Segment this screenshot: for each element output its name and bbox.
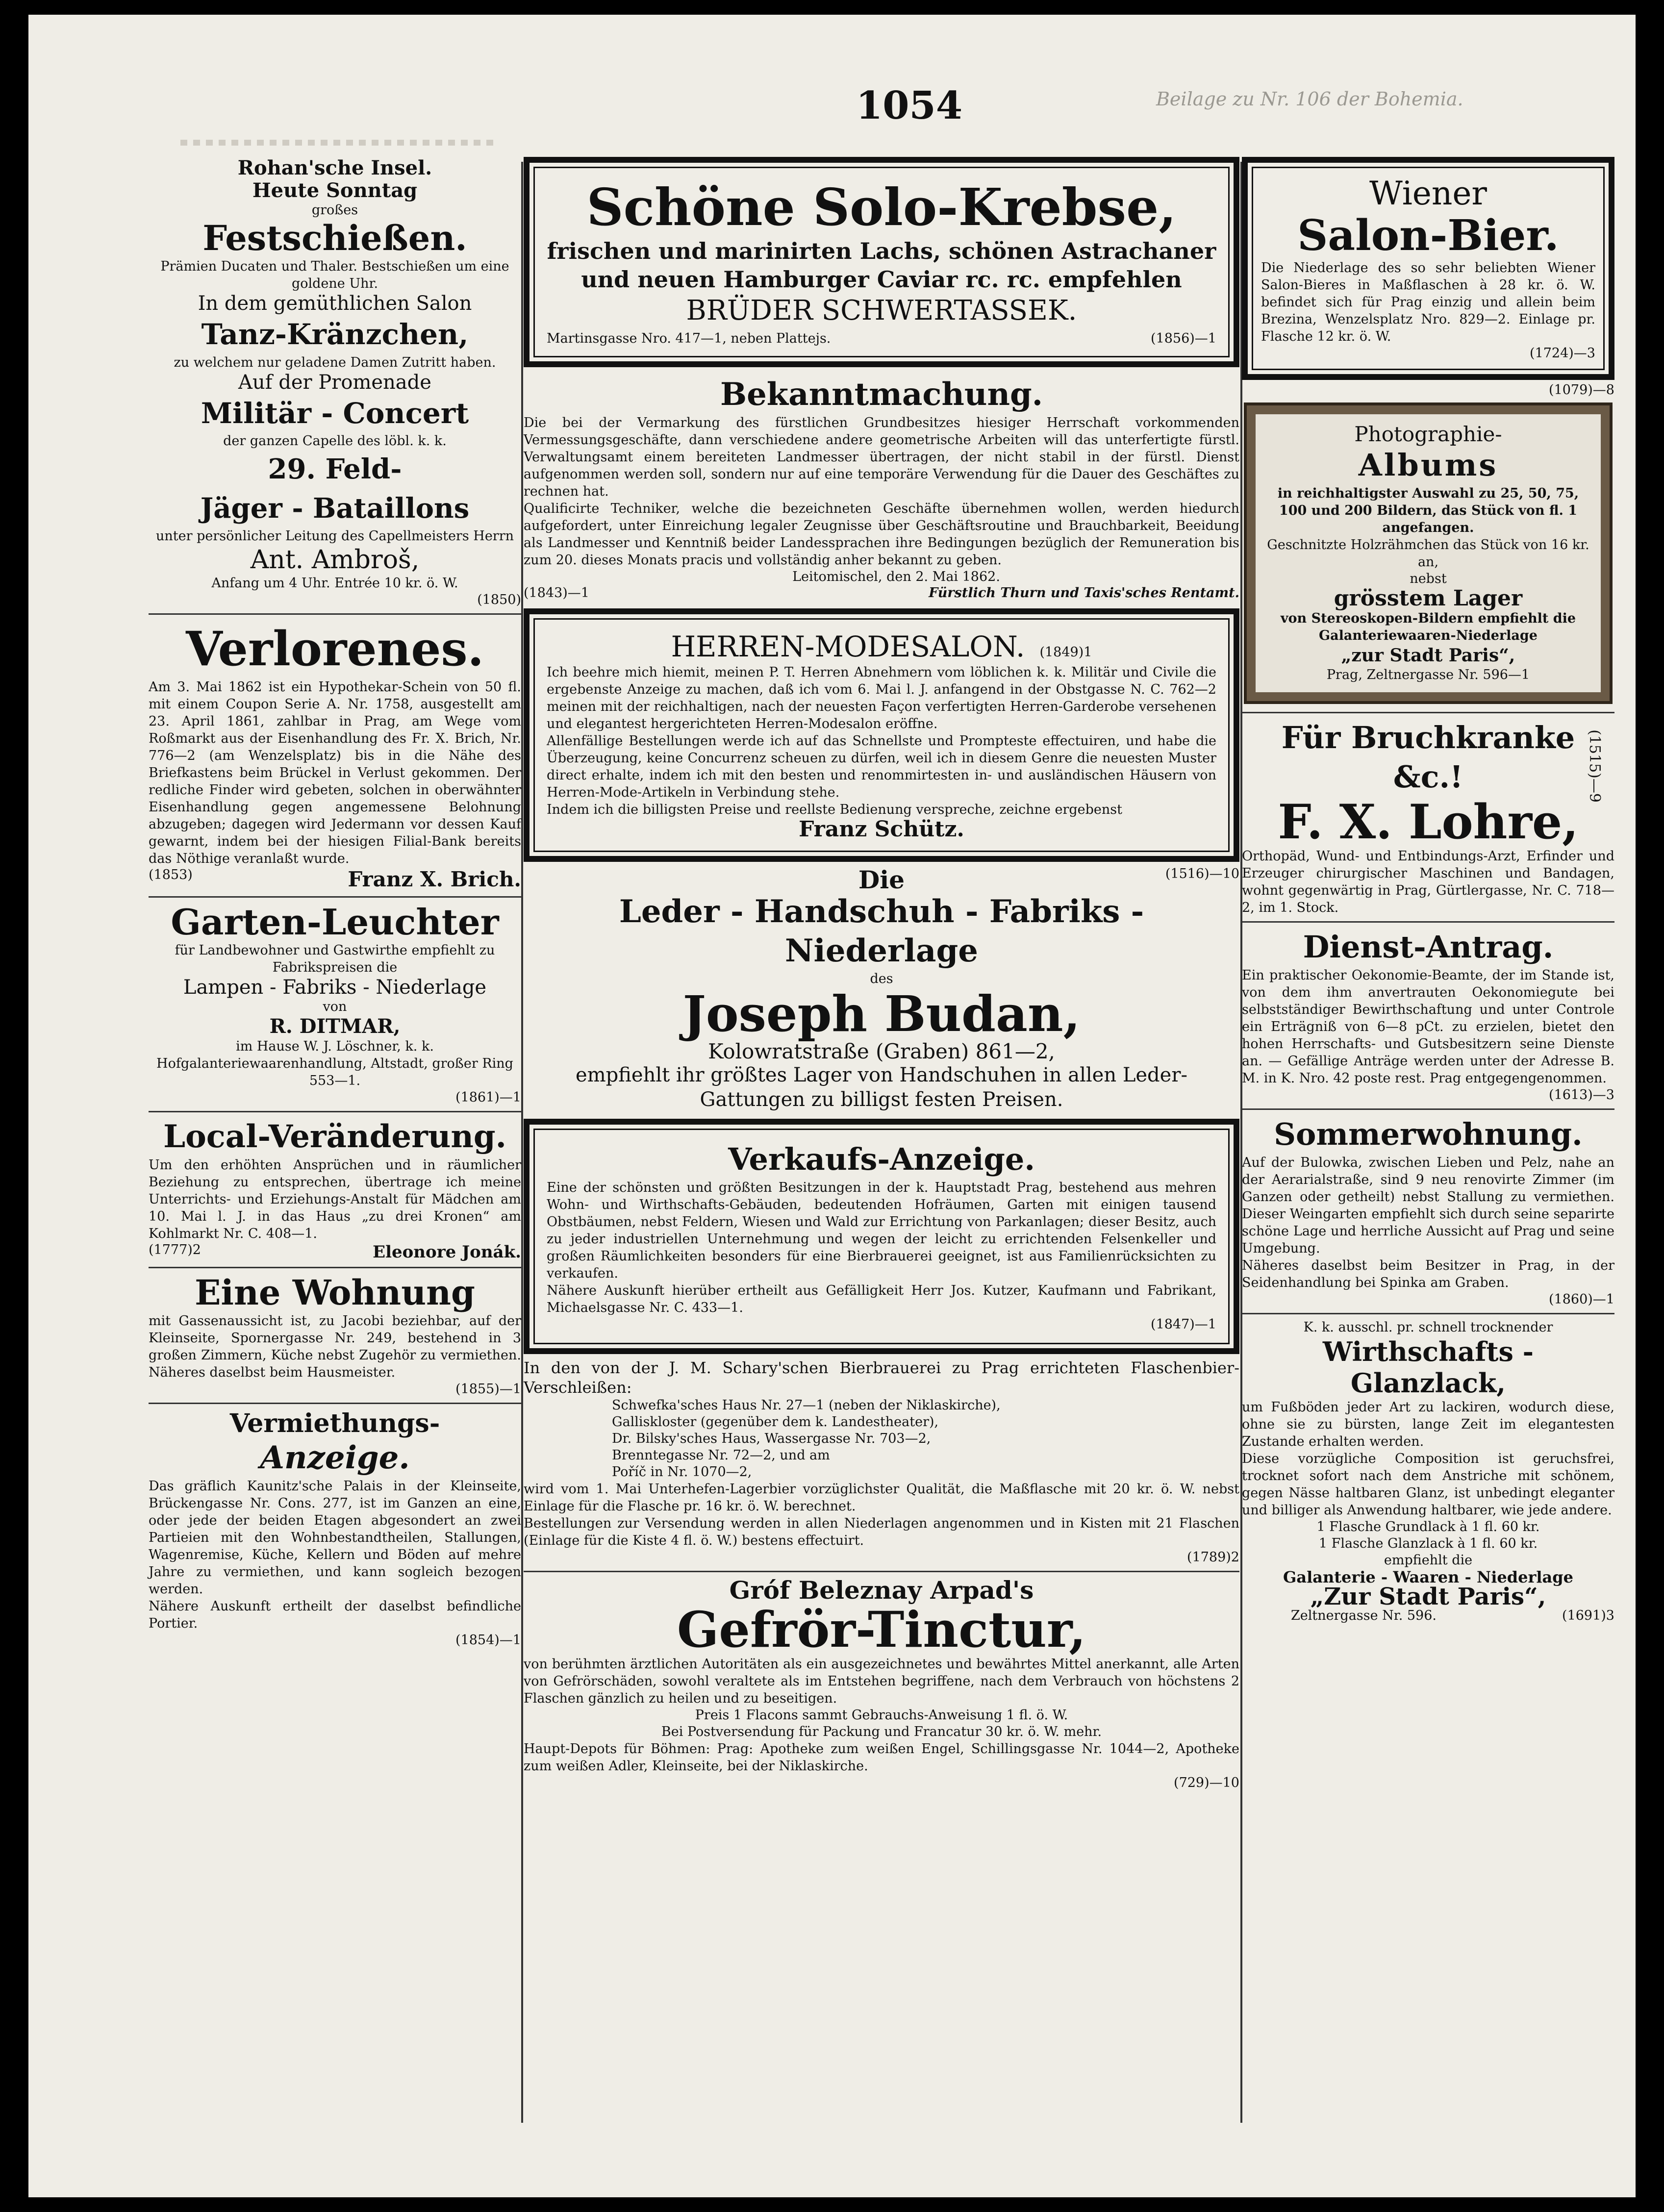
- ad-budan: [524, 866, 1239, 1112]
- ad-number: (1079)—8: [1549, 382, 1614, 398]
- ad-line: Ant. Ambroš,: [250, 545, 420, 575]
- ad-body: Auf der Bulowka, zwischen Lieben und Pelz, nahe an der Aerarialstraße, sind 9 neu renovirte Zimmer (im Ganzen oder getheilt) nebst Stallung zu vermiethen. Dieser Weingarten empfiehlt sich durch seine separirte schöne Lage und herrliche Aussicht auf Prag und seine Umgebung.: [1242, 1155, 1614, 1256]
- divider: [1242, 712, 1614, 713]
- ad-line: empfiehlt die: [1384, 1553, 1473, 1568]
- page-number: 1054: [856, 83, 963, 128]
- ad-body: Allenfällige Bestellungen werde ich auf das Schnellste und Prompteste effectuiren, und habe die Überzeugung, keine Concurrenz scheuen zu dürfen, weil ich in diesem Genre die neuesten Muster direct erhalte, indem ich mit den besten und renommirtesten in- und ausländischen Häusern von Herren-Mode-Artikeln in Verbindung stehe.: [547, 733, 1216, 800]
- ad-rohan-insel: [149, 157, 521, 608]
- ad-line: Galliskloster (gegenüber dem k. Landestheater),: [612, 1414, 939, 1430]
- ad-signature: Eleonore Jonák.: [373, 1242, 521, 1262]
- ad-number: (1789)2: [1187, 1550, 1239, 1565]
- ad-line: Gróf Beleznay Arpad's: [729, 1576, 1034, 1605]
- ad-number: (1855)—1: [455, 1382, 521, 1397]
- ad-address: Martinsgasse Nro. 417—1, neben Plattejs.: [547, 331, 831, 346]
- ad-headline: Schöne Solo-Krebse,: [586, 177, 1177, 237]
- ad-number: (1854)—1: [455, 1633, 521, 1648]
- ad-garten-leuchter: [149, 903, 521, 1106]
- ad-headline: Sommerwohnung.: [1274, 1116, 1583, 1152]
- ad-line: Poříč in Nr. 1070—2,: [612, 1464, 752, 1480]
- ad-headline: Militär - Concert: [201, 397, 469, 430]
- ad-body: um Fußböden jeder Art zu lackiren, wodurch diese, ohne sie zu bürsten, lange Zeit im elegantesten Zustande erhalten werden.: [1242, 1400, 1614, 1449]
- ad-number: (729)—10: [1174, 1775, 1239, 1790]
- ad-line: „Zur Stadt Paris“,: [1310, 1583, 1546, 1610]
- divider: [524, 1571, 1239, 1572]
- ad-body: Das gräflich Kaunitz'sche Palais in der Kleinseite, Brückengasse Nr. Cons. 277, ist im Ganzen an eine, oder jede der beiden Etagen abgesondert an zwei Partieien mit den Wohnbestandtheilen, Stallungen, Wagenremise, Küche, Kellern und Böden auf mehre Jahre zu vermiethen, und kann sogleich bezogen werden.: [149, 1479, 521, 1597]
- divider: [149, 1111, 521, 1112]
- ad-number: (1516)—10: [1165, 866, 1239, 881]
- ad-headline: Local-Veränderung.: [163, 1118, 506, 1155]
- column-middle: [524, 157, 1239, 1791]
- ad-line: Lampen - Fabriks - Niederlage: [183, 976, 487, 999]
- ad-line: Schwefka'sches Haus Nr. 27—1 (neben der Niklaskirche),: [612, 1398, 1001, 1413]
- ad-photographie-albums: [1247, 405, 1610, 701]
- ad-number: (1850): [477, 592, 521, 607]
- ad-herren-modesalon: [524, 608, 1239, 862]
- ad-number: (1613)—3: [1549, 1087, 1614, 1103]
- ad-number: (1843)—1: [524, 585, 589, 601]
- ad-body: Am 3. Mai 1862 ist ein Hypothekar-Schein von 50 fl. mit einem Coupon Serie A. Nr. 1758, ausgestellt am 23. April 1861, zahlbar in Prag, am Wege vom Roßmarkt aus der Eisenhandlung des Fr. X. Brich, Nr. 776—2 (am Wenzelsplatz) bis in die Nähe des Briefkastens beim Brückel in Verlust gekommen. Der redliche Finder wird gebeten, solchen in oberwähnter Eisenhandlung gegen angemessene Belohnung abzugeben; dagegen wird Jedermann vor dessen Kauf gewarnt, indem bei der hiesigen Filial-Bank bereits das Nöthige veranlaßt wurde.: [149, 679, 521, 866]
- newspaper-page: [28, 15, 1636, 2197]
- ad-line: „zur Stadt Paris“,: [1341, 645, 1515, 666]
- ad-headline: Joseph Budan,: [682, 985, 1081, 1043]
- ad-address: Zeltnergasse Nr. 596.: [1291, 1608, 1437, 1623]
- ad-headline: Für Bruchkranke &c.!: [1281, 720, 1575, 795]
- ad-line: des: [870, 971, 893, 986]
- ad-wohnung: [149, 1273, 521, 1398]
- ad-number: (1849)1: [1039, 645, 1092, 660]
- ad-gefroer-tinctur: [524, 1577, 1239, 1791]
- ad-number: (1724)—3: [1530, 346, 1595, 361]
- ad-number: (1691)3: [1562, 1608, 1614, 1623]
- ad-line: Anfang um 4 Uhr. Entrée 10 kr. ö. W.: [211, 576, 458, 591]
- ad-line: im Hause W. J. Löschner, k. k. Hofgalanteriewaarenhandlung, Altstadt, großer Ring 553—1.: [156, 1039, 513, 1088]
- ad-body: Bestellungen zur Versendung werden in allen Niederlagen angenommen und in Kisten mit 21 Flaschen (Einlage für die Kiste 4 fl. ö. W.) bestens effectuirt.: [524, 1516, 1239, 1548]
- ad-body: mit Gassenaussicht ist, zu Jacobi beziehbar, auf der Kleinseite, Spornergasse Nr. 249, bestehend in 3 großen Zimmern, Küche nebst Zugehör zu vermiethen. Näheres daselbst beim Hausmeister.: [149, 1313, 521, 1380]
- ad-line: Die: [858, 865, 905, 894]
- ad-line: Auf der Promenade: [238, 371, 431, 394]
- ad-body: Um den erhöhten Ansprüchen und in räumlicher Beziehung zu entsprechen, übertrage ich meine Unterrichts- und Erziehungs-Anstalt für Mädchen am 10. Mai l. J. in das Haus „zu drei Kronen“ am Kohlmarkt Nr. C. 408—1.: [149, 1157, 521, 1241]
- ad-bekanntmachung: [524, 375, 1239, 601]
- ad-headline: Garten-Leuchter: [171, 901, 499, 943]
- ad-verlorenes: [149, 620, 521, 891]
- ad-line: In dem gemüthlichen Salon: [198, 292, 472, 315]
- column-left: [149, 157, 521, 1649]
- ad-headline: Tanz-Kränzchen,: [201, 318, 469, 351]
- ad-salon-bier: [1242, 157, 1614, 380]
- ad-line: Dr. Bilsky'sches Haus, Wassergasse Nr. 703—2,: [612, 1431, 931, 1446]
- ad-verkaufs-anzeige: [524, 1119, 1239, 1354]
- ad-line: zu welchem nur geladene Damen Zutritt haben.: [174, 355, 496, 370]
- ad-headline: Dienst-Antrag.: [1303, 929, 1554, 965]
- ad-line: Jäger - Bataillons: [200, 492, 470, 525]
- ad-number: (1860)—1: [1549, 1292, 1614, 1307]
- ad-line: grösstem Lager: [1334, 586, 1523, 611]
- ad-local-veraenderung: [149, 1117, 521, 1262]
- ad-line: R. DITMAR,: [269, 1015, 401, 1038]
- ad-body: wird vom 1. Mai Unterhefen-Lagerbier vorzüglichster Qualität, die Maßflasche mit 20 kr. ö. W. nebst Einlage für die Flasche pr. 16 kr. ö. W. berechnet.: [524, 1482, 1239, 1514]
- ad-headline: Bekanntmachung.: [720, 376, 1043, 413]
- ad-body: Nähere Auskunft hierüber ertheilt aus Gefälligkeit Herr Jos. Kutzer, Kaufmann und Fabrikant, Michaelsgasse Nr. C. 433—1.: [547, 1283, 1216, 1315]
- divider: [1242, 921, 1614, 923]
- ad-body: von berühmten ärztlichen Autoritäten als ein ausgezeichnetes und bewährtes Mittel anerkannt, alle Arten von Gefrörschäden, sowohl veraltete als im Entstehen begriffene, nach dem Verbrauch von höchstens 2 Flaschen gänzlich zu heilen und zu beseitigen.: [524, 1657, 1239, 1706]
- ad-headline: Anzeige.: [260, 1439, 410, 1476]
- ad-line: frischen und marinirten Lachs, schönen Astrachaner und neuen Hamburger Caviar rc. rc. empfehlen: [547, 238, 1216, 293]
- ad-body: Indem ich die billigsten Preise und reellste Bedienung verspreche, zeichne ergebenst: [547, 802, 1122, 817]
- ad-headline: Albums: [1358, 447, 1498, 483]
- ad-line: unter persönlicher Leitung des Capellmeisters Herrn: [155, 528, 514, 544]
- ad-line: großes: [311, 202, 358, 218]
- ad-headline: Leder - Handschuh - Fabriks - Niederlage: [619, 893, 1144, 969]
- divider: [149, 1403, 521, 1404]
- ad-body: Nähere Auskunft ertheilt der daselbst befindliche Portier.: [149, 1599, 521, 1631]
- ad-headline: Eine Wohnung: [195, 1272, 475, 1313]
- ad-number: (1515)—9: [1586, 729, 1604, 803]
- ad-line: Prag, Zeltnergasse Nr. 596—1: [1326, 667, 1530, 682]
- ad-line: BRÜDER SCHWERTASSEK.: [686, 295, 1077, 327]
- ad-line: K. k. ausschl. pr. schnell trocknender: [1303, 1320, 1553, 1335]
- ad-body: Orthopäd, Wund- und Entbindungs-Arzt, Erfinder und Erzeuger chirurgischer Maschinen und Bandagen, wohnt gegenwärtig in Prag, Gürtlergasse, Nr. C. 718—2, im 1. Stock.: [1242, 849, 1614, 915]
- ad-number: (1861)—1: [455, 1090, 521, 1105]
- ad-signature: Franz X. Brich.: [348, 867, 521, 891]
- ad-line: Galanterie - Waaren - Niederlage: [1283, 1568, 1573, 1586]
- ad-body: Qualificirte Techniker, welche die bezeichneten Geschäfte übernehmen wollen, werden hiedurch aufgefordert, unter Einreichung legaler Zeugnisse über Geschäftsroutine und Brauchbarkeit, Beeidung als Landmesser und Kenntniß beider Landessprachen ihre Bedingungen bezüglich der Remuneration bis zum 20. dieses Monats pracis und vollständig anher bekannt zu geben.: [524, 501, 1239, 568]
- ad-headline: Vermiethungs-: [229, 1408, 440, 1438]
- ad-line: für Landbewohner und Gastwirthe empfiehlt zu Fabrikspreisen die: [175, 943, 495, 975]
- column-rule: [521, 162, 523, 2123]
- divider: [149, 613, 521, 615]
- divider: [149, 896, 521, 898]
- ad-line: Leitomischel, den 2. Mai 1862.: [792, 569, 1000, 584]
- ad-headline: HERREN-MODESALON.: [671, 630, 1025, 663]
- ad-line: empfiehlt ihr größtes Lager von Handschuhen in allen Leder-Gattungen zu billigst festen Preisen.: [576, 1064, 1187, 1111]
- ad-line: Kolowratstraße (Graben) 861—2,: [708, 1039, 1055, 1063]
- ad-line: Bei Postversendung für Packung und Francatur 30 kr. ö. W. mehr.: [661, 1724, 1102, 1739]
- ad-number: (1853): [149, 867, 193, 882]
- ad-line: der ganzen Capelle des löbl. k. k.: [223, 433, 447, 449]
- ad-line: Wiener: [1369, 175, 1487, 212]
- ad-body: Eine der schönsten und größten Besitzungen in der k. Hauptstadt Prag, bestehend aus mehren Wohn- und Wirthschafts-Gebäuden, bedeutenden Hofräumen, Garten mit einigen tausend Obstbäumen, nebst Feldern, Wiesen und Wald zur Errichtung von Parkanlagen; dieser Besitz, auch zu jeder industriellen Unternehmung und wegen der leicht zu errichtenden Felsenkeller und großen Räumlichkeiten besonders für eine Bierbrauerei geeignet, ist aus Familienrücksichten zu verkaufen.: [547, 1180, 1216, 1281]
- divider: [1242, 1313, 1614, 1314]
- ad-line: Brenntegasse Nr. 72—2, und am: [612, 1448, 830, 1463]
- ad-line: Preis 1 Flacons sammt Gebrauchs-Anweisung 1 fl. ö. W.: [695, 1708, 1068, 1723]
- ad-signature: Franz Schütz.: [799, 817, 964, 842]
- ad-vermiethung: [149, 1409, 521, 1649]
- ad-headline: F. X. Lohre,: [1278, 794, 1579, 850]
- ad-body: Näheres daselbst beim Besitzer in Prag, in der Seidenhandlung bei Spinka am Graben.: [1242, 1258, 1614, 1290]
- ad-body: In den von der J. M. Schary'schen Bierbrauerei zu Prag errichteten Flaschenbier-Verschleißen:: [524, 1358, 1239, 1397]
- ad-signature: Fürstlich Thurn und Taxis'sches Rentamt.: [929, 585, 1239, 601]
- ad-lohre: [1242, 718, 1614, 916]
- ad-headline: Verkaufs-Anzeige.: [728, 1141, 1035, 1177]
- ad-body: von Stereoskopen-Bildern empfiehlt die Galanteriewaaren-Niederlage: [1280, 611, 1576, 643]
- ad-headline: Wirthschafts - Glanzlack,: [1322, 1336, 1534, 1399]
- ad-title: Rohan'sche Insel.: [237, 156, 432, 179]
- ad-dienst-antrag: [1242, 928, 1614, 1104]
- ad-number: (1856)—1: [1151, 331, 1216, 346]
- ad-number: (1777)2: [149, 1242, 201, 1257]
- ad-line: 1 Flasche Grundlack à 1 fl. 60 kr.: [1316, 1519, 1540, 1534]
- divider: [149, 1267, 521, 1268]
- ad-body: Haupt-Depots für Böhmen: Prag: Apotheke zum weißen Engel, Schillingsgasse Nr. 1044—2, Apotheke zum weißen Adler, Kleinseite, bei der Niklaskirche.: [524, 1741, 1239, 1774]
- ad-body: Ich beehre mich hiemit, meinen P. T. Herren Abnehmern vom löblichen k. k. Militär und Civile die ergebenste Anzeige zu machen, daß ich vom 6. Mai l. J. anfangend in der Obstgasse N. C. 762—2 meinen mit der reichhaltigen, nach der neuesten Façon verfertigten Herren-Garderobe versehenen und elegantest hergerichteten Herren-Modesalon eröffne.: [547, 665, 1216, 731]
- running-head: Beilage zu Nr. 106 der Bohemia.: [1156, 88, 1463, 110]
- ad-headline: Verlorenes.: [186, 621, 484, 677]
- ad-line: Prämien Ducaten und Thaler. Bestschießen um eine goldene Uhr.: [160, 259, 509, 291]
- ad-line: Photographie-: [1354, 422, 1502, 446]
- ad-line: 1 Flasche Glanzlack à 1 fl. 60 kr.: [1318, 1536, 1538, 1551]
- ad-line: nebst: [1410, 571, 1447, 586]
- column-right: [1242, 157, 1614, 1623]
- divider: [1242, 1108, 1614, 1110]
- ad-body: in reichhaltigster Auswahl zu 25, 50, 75, 100 und 200 Bildern, das Stück von fl. 1 angefangen.: [1277, 486, 1579, 535]
- ad-body: Die Niederlage des so sehr beliebten Wiener Salon-Bieres in Maßflaschen à 28 kr. ö. W. befindet sich für Prag einzig und allein beim Brezina, Wenzelsplatz Nro. 829—2. Einlage pr. Flasche 12 kr. ö. W.: [1261, 260, 1595, 344]
- ad-line: Heute Sonntag: [252, 179, 418, 202]
- ad-line: von: [323, 999, 347, 1014]
- bleed-through-line: [180, 140, 494, 146]
- ad-sommerwohnung: [1242, 1115, 1614, 1308]
- ad-body: Die bei der Vermarkung des fürstlichen Grundbesitzes hiesiger Herrschaft vorkommenden Vermessungsgeschäfte, dann verschiedene andere geometrische Arbeiten will das unterfertigte fürstl. Verwaltungsamt einem bereiteten Landmesser übertragen, der nicht stabil in der fürstl. Dienst aufgenommen werden soll, sondern nur auf eine temporäre Verwendung für die Dauer des Geschäftes zu rechnen hat.: [524, 415, 1239, 499]
- ad-line: 29. Feld-: [268, 453, 402, 485]
- ad-body: Diese vorzügliche Composition ist geruchsfrei, trocknet sofort nach dem Anstriche mit schönem, gegen Nässe haltbaren Glanz, ist unbedingt eleganter und billiger als Anwendung haltbarer, wie jede andere.: [1242, 1451, 1614, 1518]
- ad-body: Ein praktischer Oekonomie-Beamte, der im Stande ist, von dem ihm anvertrauten Oekonomiegute bei selbstständiger Bewirthschaftung und unter Controle ein Erträgniß von 6—8 pCt. zu erzielen, bietet den hohen Herrschafts- und Gutsbesitzern seine Dienste an. — Gefällige Anträge werden unter der Adresse B. M. in K. Nro. 42 poste rest. Prag entgegengenommen.: [1242, 968, 1614, 1086]
- ad-glanzlack: [1242, 1319, 1614, 1623]
- ad-krebse: [524, 157, 1239, 367]
- ad-body: Geschnitzte Holzrähmchen das Stück von 16 kr. an,: [1267, 537, 1589, 570]
- ad-schary: [524, 1358, 1239, 1566]
- ad-headline: Festschießen.: [202, 218, 467, 258]
- ad-headline: Gefrör-Tinctur,: [677, 1601, 1086, 1659]
- ad-headline: Salon-Bier.: [1297, 211, 1559, 260]
- ad-number: (1847)—1: [1151, 1317, 1216, 1332]
